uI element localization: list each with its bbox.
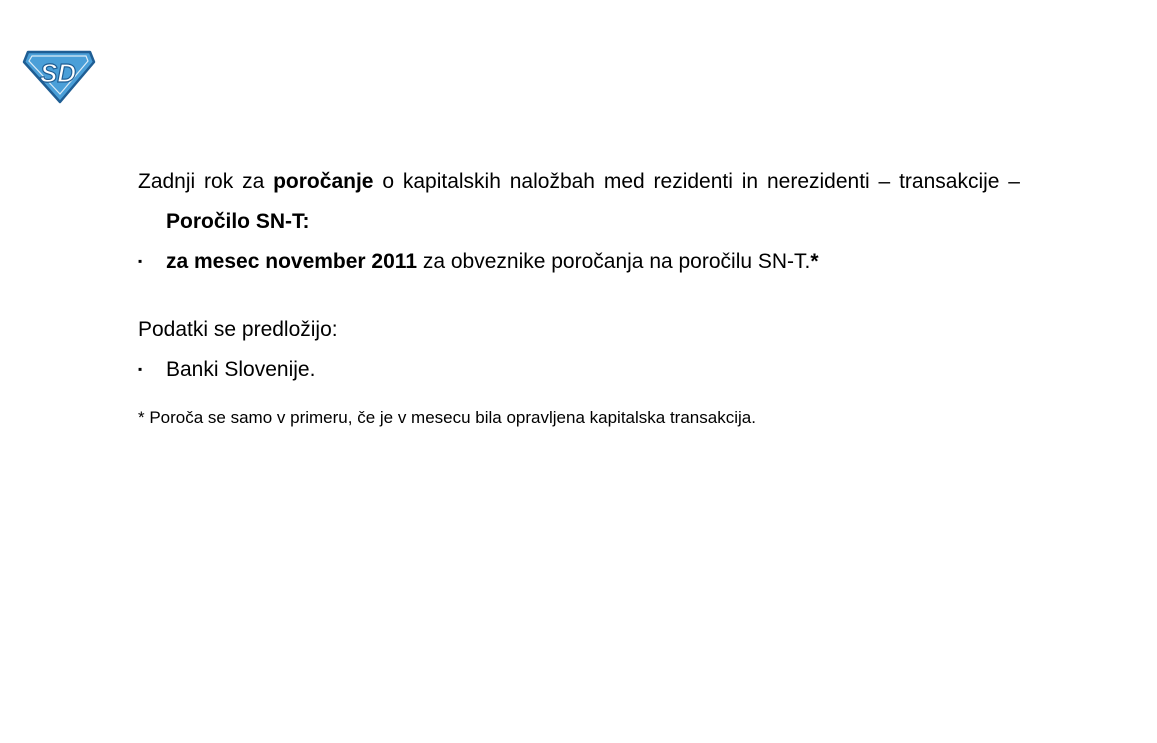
bullet-bank	[138, 350, 1020, 392]
main-content	[138, 162, 1020, 447]
footnote: * Poroča se samo v primeru, če je v mesecu bila opravljena kapitalska transakcija.	[138, 408, 756, 427]
sd-shield-logo	[22, 48, 96, 104]
bullet-bank-text: Banki Slovenije.	[166, 358, 316, 381]
deadline-paragraph	[138, 162, 1020, 242]
logo-text: SD	[39, 58, 77, 88]
bullet-november-text	[166, 242, 819, 282]
bullet-marker: ▪	[138, 254, 143, 268]
deadline-bold-report-name: Poročilo SN-T:	[166, 210, 310, 233]
bullet-november-bold: za mesec november 2011	[166, 250, 417, 273]
bullet-november	[138, 242, 1020, 284]
deadline-bold-reporting: poročanje	[273, 170, 374, 193]
bullet-november-normal: za obveznike poročanja na poročilu SN-T.	[417, 250, 811, 273]
submit-heading: Podatki se predložijo:	[138, 318, 338, 341]
spacer	[138, 284, 1020, 310]
bullet-marker: ▪	[138, 362, 143, 376]
deadline-text-2: o kapitalskih naložbah med rezidenti in nerezidenti – transakcije –	[373, 170, 1020, 193]
deadline-text-1: Zadnji rok za	[138, 170, 274, 193]
bullet-november-star: *	[810, 250, 819, 273]
